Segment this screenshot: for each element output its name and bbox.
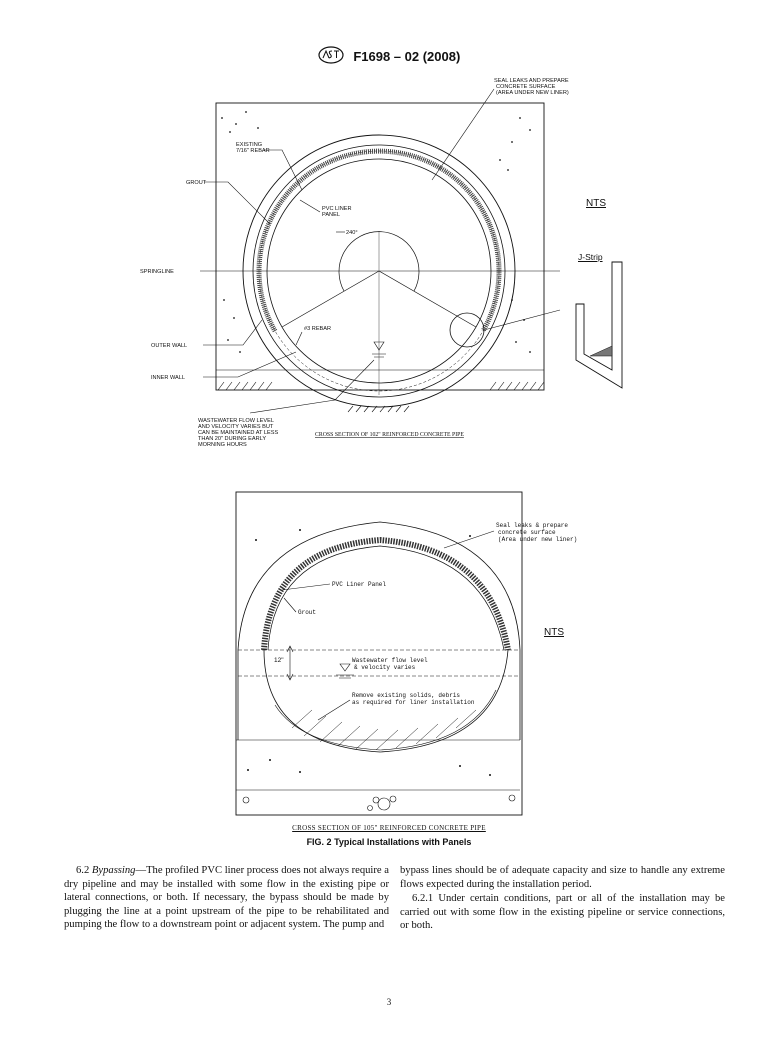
figure-caption: FIG. 2 Typical Installations with Panels — [306, 837, 472, 847]
wastewater-label-4: THAN 20" DURING EARLY — [198, 436, 267, 442]
angle-label: 240° — [346, 230, 358, 236]
remove-label-1: Remove existing solids, debris — [352, 692, 461, 699]
wastewater-label-5: MORNING HOURS — [198, 442, 247, 448]
seal-label-1: SEAL LEAKS AND PREPARE — [494, 78, 569, 84]
seal-label-2: CONCRETE SURFACE — [496, 84, 556, 90]
body-left-column — [64, 864, 389, 932]
existing-rebar-label-1: EXISTING — [236, 142, 263, 148]
top-figure-caption: CROSS SECTION OF 102" REINFORCED CONCRETE PIPE — [315, 432, 464, 438]
section-6-2-1-paragraph: 6.2.1 Under certain conditions, part or all of the installation may be carried out with some flow in the existing pipeline or service connections, or both. — [400, 893, 725, 932]
body-right-column — [400, 864, 725, 933]
pvc-liner-label-1: PVC LINER — [322, 206, 352, 212]
section-6-2-paragraph — [64, 864, 389, 932]
j-strip-detail — [576, 262, 622, 388]
seal-label-1: Seal leaks & prepare — [496, 522, 569, 529]
top-nts-label: NTS — [586, 198, 606, 209]
seal-label-2: concrete surface — [498, 529, 556, 536]
bottom-figure-caption: CROSS SECTION OF 105" REINFORCED CONCRETE PIPE — [292, 824, 486, 832]
debris-rocks — [243, 795, 515, 811]
grout-label: GROUT — [186, 180, 207, 186]
dimension-label: 12" — [274, 657, 284, 664]
section-6-2-text: —The profiled PVC liner process does not always require a dry pipeline and may be installed with some flow in the existing pipe or lateral connections, or both. If necessary, the bypass should be made by plugging the line at a point upstream of the pipe to be rehabilitated and pumping the flow to a downstream point or adjacent system. The pump and — [64, 865, 389, 931]
existing-rebar-label-2: 7/16" REBAR — [236, 148, 270, 154]
seal-label-3: (AREA UNDER NEW LINER) — [496, 90, 569, 96]
wastewater-label-2: & velocity varies — [354, 664, 416, 671]
bottom-nts-label: NTS — [544, 627, 564, 638]
seal-label-3: (Area under new liner) — [498, 536, 578, 543]
section-6-2-continuation: bypass lines should be of adequate capacity and size to handle any extreme flows expected during the installation period. — [400, 865, 725, 890]
wastewater-label-1: Wastewater flow level — [352, 657, 428, 664]
jstrip-label: J-Strip — [578, 252, 603, 262]
wastewater-label-1: WASTEWATER FLOW LEVEL — [198, 418, 274, 424]
section-6-2-number: 6.2 — [76, 865, 90, 876]
remove-label-2: as required for liner installation — [352, 699, 475, 706]
grout-label: Grout — [298, 609, 317, 616]
standard-designation: F1698 – 02 (2008) — [353, 49, 461, 64]
top-cross-section-figure — [0, 0, 778, 470]
outer-wall-label: OUTER WALL — [151, 343, 188, 349]
bottom-cross-section-figure — [0, 480, 778, 840]
rebar3-label: #3 REBAR — [304, 326, 332, 332]
wastewater-label-2: AND VELOCITY VARIES BUT — [198, 424, 274, 430]
section-6-2-title: Bypassing — [91, 865, 136, 876]
pvc-liner-label-2: PANEL — [322, 212, 340, 218]
springline-label: SPRINGLINE — [140, 269, 174, 275]
wastewater-label-3: CAN BE MAINTAINED AT LESS — [198, 430, 279, 436]
pvc-liner-label: PVC Liner Panel — [332, 581, 387, 588]
inner-wall-label: INNER WALL — [151, 375, 185, 381]
page-number: 3 — [386, 997, 392, 1007]
